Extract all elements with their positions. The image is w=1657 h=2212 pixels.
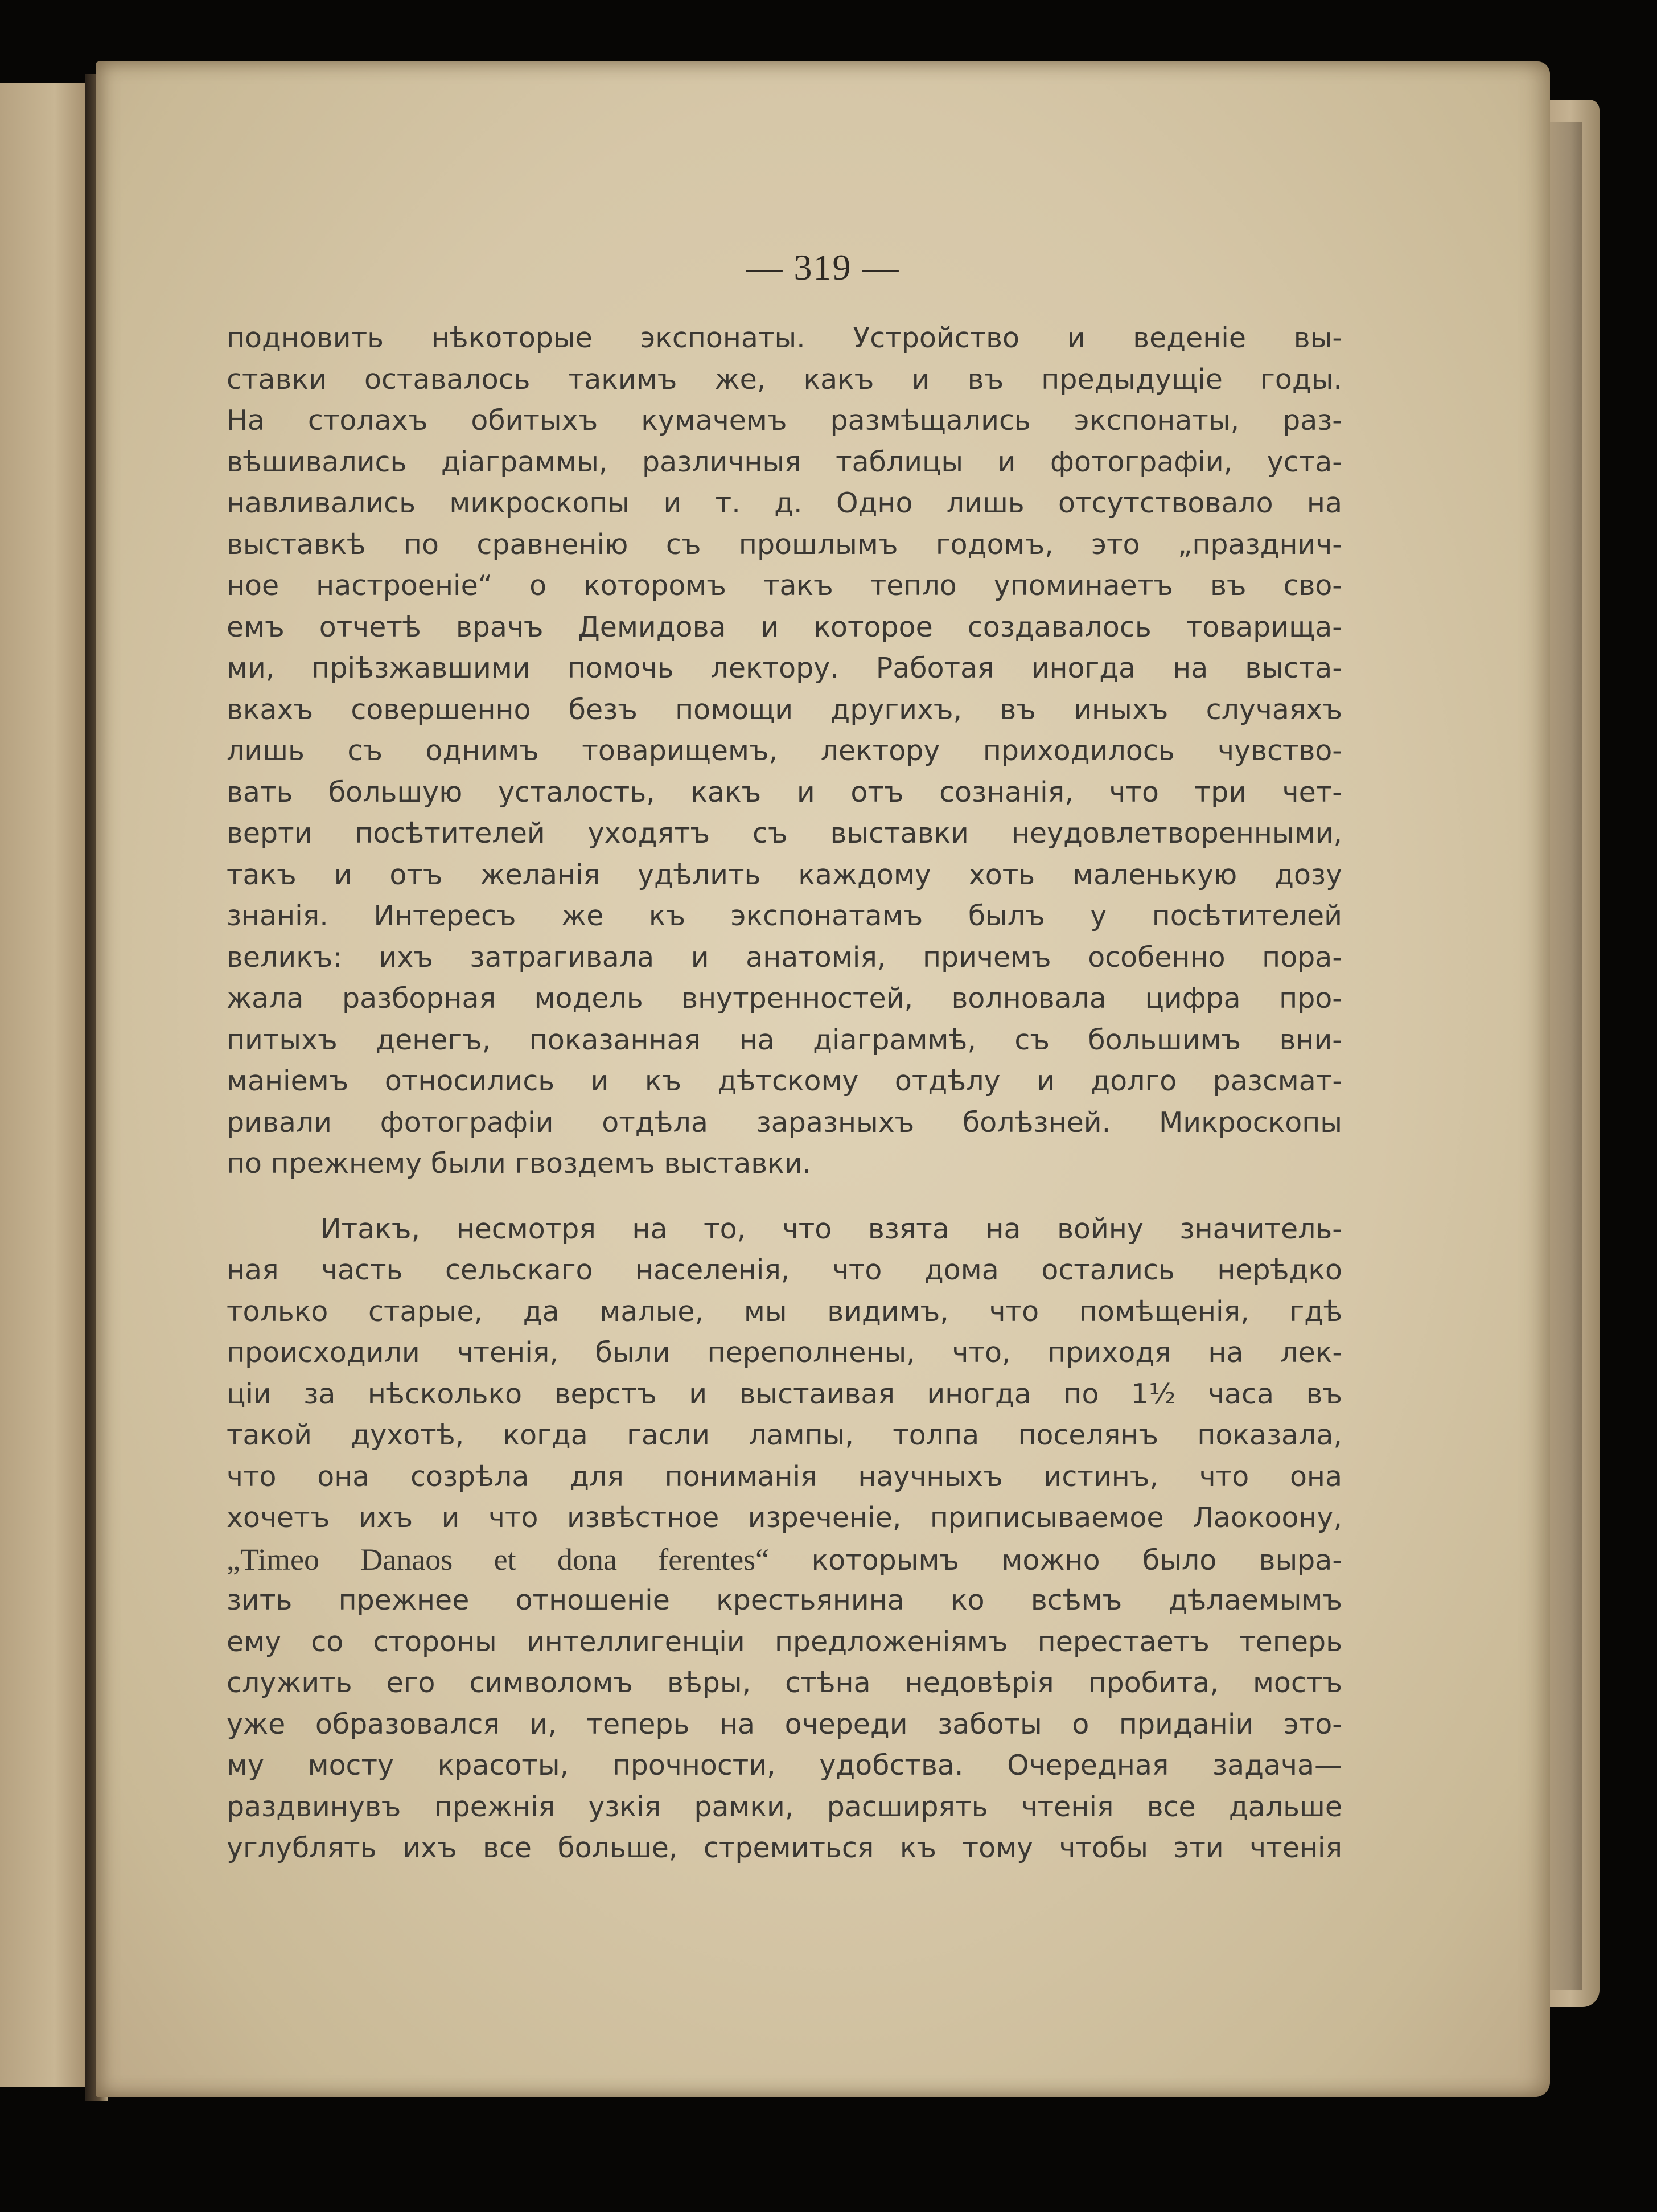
text-line: верти посѣтителей уходятъ съ выставки неудовлетворенными, xyxy=(227,817,1342,849)
text-line: маніемъ относились и къ дѣтскому отдѣлу и долго разсмат- xyxy=(227,1065,1342,1097)
text-line: жала разборная модель внутренностей, волновала цифра про- xyxy=(227,982,1342,1015)
text-line: такой духотѣ, когда гасли лампы, толпа поселянъ показала, xyxy=(227,1419,1342,1451)
text-line: происходили чтенія, были переполнены, что, приходя на лек- xyxy=(227,1336,1342,1369)
text-line: ное настроеніе“ о которомъ такъ тепло упоминаетъ въ сво- xyxy=(227,569,1342,602)
text-line: хочетъ ихъ и что извѣстное изреченіе, приписываемое Лаокоону, xyxy=(227,1501,1342,1534)
text-line: углублять ихъ все больше, стремиться къ тому чтобы эти чтенія xyxy=(227,1832,1342,1864)
left-page-edge xyxy=(0,83,100,2087)
text-line-latin-quote xyxy=(227,1539,1342,1581)
text-line: зить прежнее отношеніе крестьянина ко всѣмъ дѣлаемымъ xyxy=(227,1584,1342,1616)
text-line-rest: которымъ можно было выра- xyxy=(769,1544,1342,1577)
text-line: На столахъ обитыхъ кумачемъ размѣщались экспонаты, раз- xyxy=(227,404,1342,437)
latin-quote: „Timeo Danaos et dona ferentes“ xyxy=(227,1542,770,1577)
text-line: такъ и отъ желанія удѣлить каждому хоть маленькую дозу xyxy=(227,858,1342,891)
text-line: ему со стороны интеллигенціи предложеніямъ перестаетъ теперь xyxy=(227,1625,1342,1658)
text-line: вать большую усталость, какъ и отъ сознанія, что три чет- xyxy=(227,775,1342,809)
page-number: — 319 — xyxy=(746,247,900,288)
text-line: по прежнему были гвоздемъ выставки. xyxy=(227,1147,812,1180)
text-line: только старые, да малые, мы видимъ, что помѣщенія, гдѣ xyxy=(227,1295,1342,1328)
text-line: ная часть сельскаго населенія, что дома остались нерѣдко xyxy=(227,1254,1342,1286)
text-line: вѣшивались діаграммы, различныя таблицы и фотографіи, уста- xyxy=(227,445,1342,478)
text-line: ми, пріѣзжавшими помочь лектору. Работая иногда на выста- xyxy=(227,652,1342,684)
text-line: вкахъ совершенно безъ помощи другихъ, въ иныхъ случаяхъ xyxy=(227,693,1342,726)
text-line: знанія. Интересъ же къ экспонатамъ былъ у посѣтителей xyxy=(227,900,1342,932)
text-line: ставки оставалось такимъ же, какъ и въ предыдущіе годы. xyxy=(227,363,1342,396)
paragraph-gap xyxy=(227,1185,1342,1209)
text-line: уже образовался и, теперь на очереди заботы о приданіи это- xyxy=(227,1708,1342,1741)
text-line: ривали фотографіи отдѣла заразныхъ болѣзней. Микроскопы xyxy=(227,1106,1342,1139)
paragraph-2 xyxy=(227,1209,1342,1869)
text-line: му мосту красоты, прочности, удобства. Очередная задача— xyxy=(227,1749,1342,1782)
text-line: емъ отчетѣ врачъ Демидова и которое создавалось товарища- xyxy=(227,610,1342,643)
text-line: Итакъ, несмотря на то, что взята на войну значитель- xyxy=(320,1212,1342,1245)
text-line: навливались микроскопы и т. д. Одно лишь отсутствовало на xyxy=(227,487,1342,519)
text-line: выставкѣ по сравненію съ прошлымъ годомъ, это „празднич- xyxy=(227,528,1342,561)
text-line: служить его символомъ вѣры, стѣна недовѣрія пробита, мостъ xyxy=(227,1667,1342,1699)
book-page xyxy=(96,61,1550,2097)
text-line: раздвинувъ прежнія узкія рамки, расширять чтенія все дальше xyxy=(227,1790,1342,1823)
body-text xyxy=(227,318,1342,1869)
text-line: ціи за нѣсколько верстъ и выстаивая иногда по 1½ часа въ xyxy=(227,1377,1342,1410)
text-line: великъ: ихъ затрагивала и анатомія, причемъ особенно пора- xyxy=(227,941,1342,974)
text-line: что она созрѣла для пониманія научныхъ истинъ, что она xyxy=(227,1460,1342,1493)
paragraph-1 xyxy=(227,318,1342,1185)
text-line: лишь съ однимъ товарищемъ, лектору приходилось чувство- xyxy=(227,734,1342,767)
text-line: подновить нѣкоторые экспонаты. Устройство и веденіе вы- xyxy=(227,322,1342,354)
text-line: питыхъ денегъ, показанная на діаграммѣ, съ большимъ вни- xyxy=(227,1023,1342,1056)
